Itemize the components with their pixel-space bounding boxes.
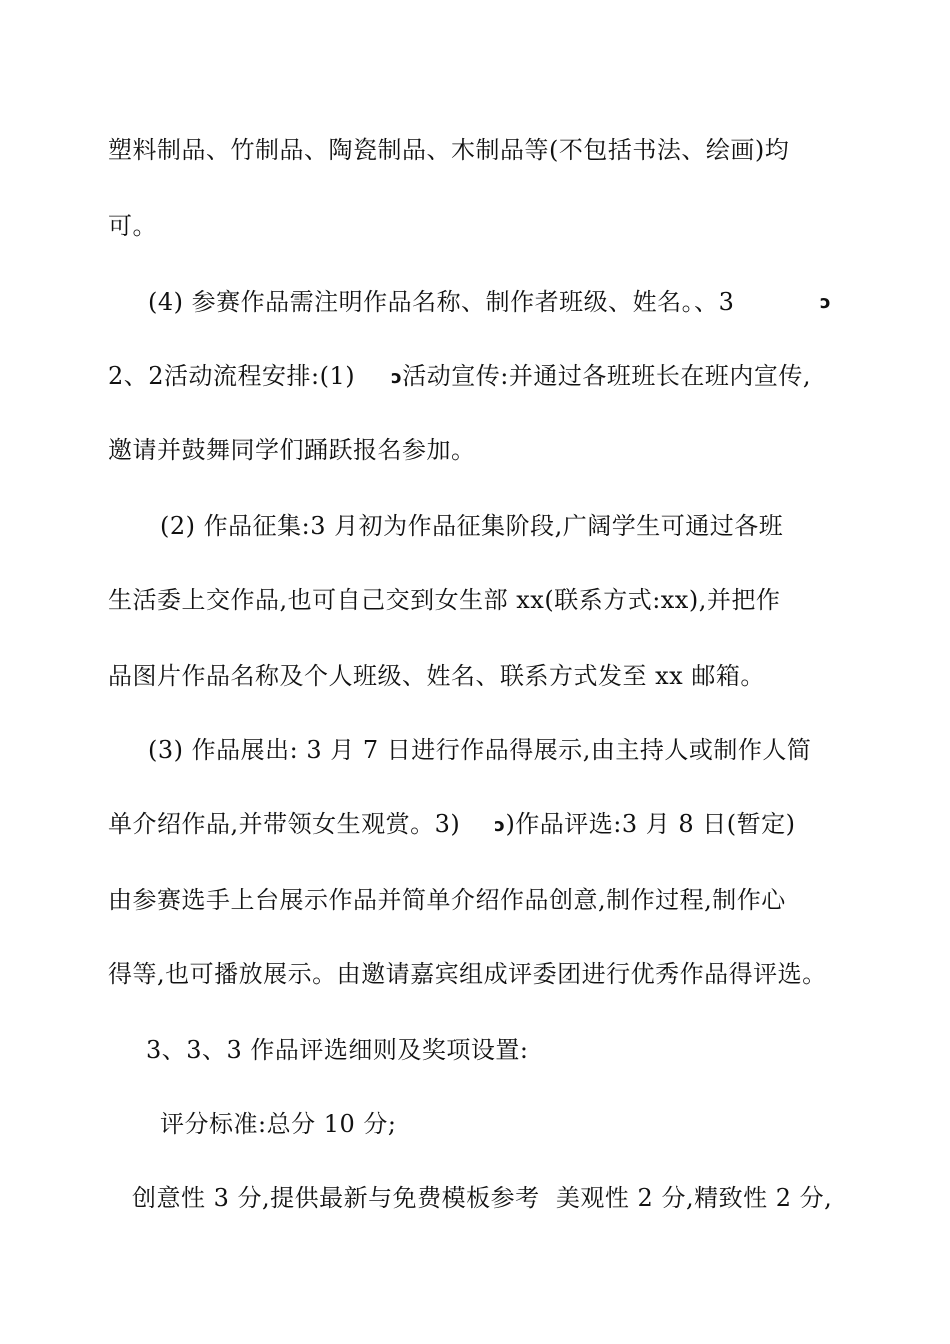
paragraph-line: 单介绍作品,并带领女生观赏。3) ↄ)作品评选:3 月 8 日(暂定) <box>108 808 950 842</box>
paragraph-line: 创意性 3 分,提供最新与免费模板参考 美观性 2 分,精致性 2 分, <box>132 1184 833 1212</box>
paragraph-line: 塑料制品、竹制品、陶瓷制品、木制品等(不包括书法、绘画)均 <box>108 136 790 164</box>
paragraph-line: 由参赛选手上台展示作品并简单介绍作品创意,制作过程,制作心 <box>108 886 786 914</box>
bullet-glyph-icon: ↄ <box>391 367 403 388</box>
paragraph-line: 得等,也可播放展示。由邀请嘉宾组成评委团进行优秀作品得评选。 <box>108 960 827 988</box>
paragraph-line: (3) 作品展出: 3 月 7 日进行作品得展示,由主持人或制作人简 <box>148 736 812 764</box>
paragraph-line: 生活委上交作品,也可自己交到女生部 xx(联系方式:xx),并把作 <box>108 586 781 614</box>
section-heading: 3、3、3 作品评选细则及奖项设置: <box>146 1036 529 1064</box>
paragraph-line: 2、2活动流程安排:(1) ↄ活动宣传:并通过各班班长在班内宣传, <box>108 360 950 394</box>
paragraph-line: 邀请并鼓舞同学们踊跃报名参加。 <box>108 436 476 464</box>
paragraph-line: (2) 作品征集:3 月初为作品征集阶段,广阔学生可通过各班 <box>160 512 784 540</box>
bullet-glyph-icon: ↄ <box>820 292 831 313</box>
paragraph-line: 可。 <box>108 212 157 240</box>
paragraph-line: (4) 参赛作品需注明作品名称、制作者班级、姓名。、3 <box>148 288 735 316</box>
bullet-glyph-icon: ↄ <box>494 815 506 836</box>
paragraph-line: 品图片作品名称及个人班级、姓名、联系方式发至 xx 邮箱。 <box>108 662 765 690</box>
paragraph-line: 评分标准:总分 10 分; <box>160 1110 397 1138</box>
